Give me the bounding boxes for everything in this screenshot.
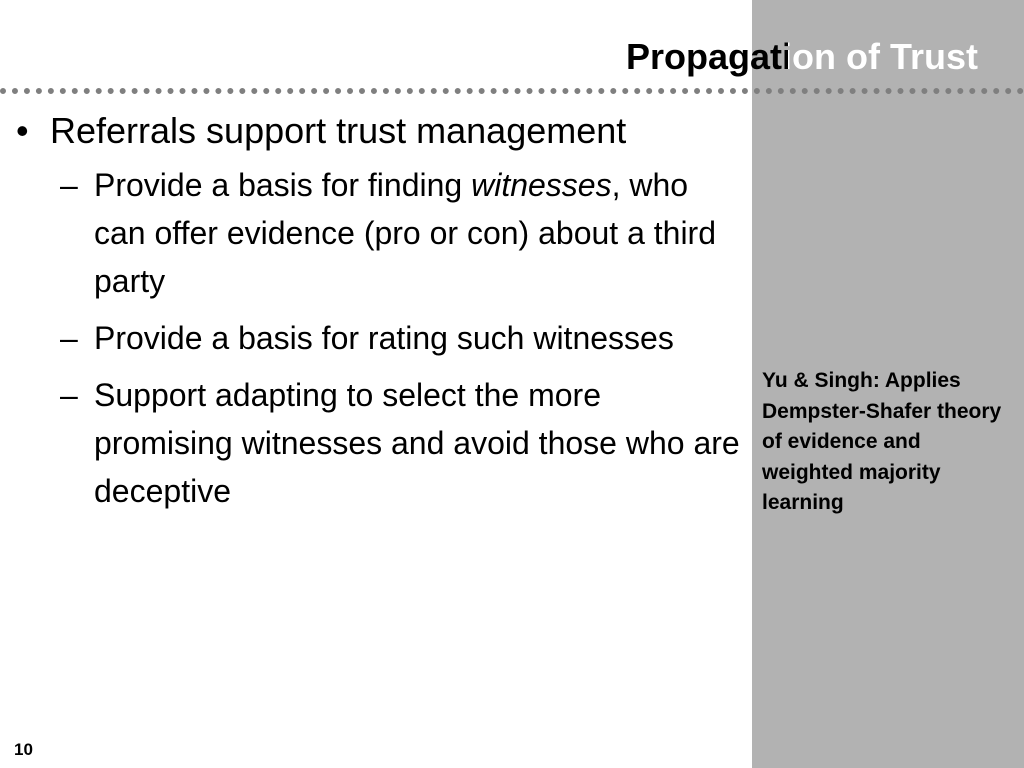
sub-bullet-item: [16, 161, 746, 305]
sub-bullet-text-continued: , who can offer evidence (pro or con) about a third party: [94, 167, 716, 299]
sub-bullet-text: Provide a basis for rating such witnesses: [94, 320, 674, 356]
sub-bullet-text: Provide a basis for finding: [94, 167, 472, 203]
dash-marker: –: [60, 377, 78, 413]
slide-title: Propagation of Trust: [625, 36, 978, 77]
sub-bullet-item: [16, 314, 746, 362]
sub-bullet-item: [16, 371, 746, 515]
sub-bullet-text: Support adapting to select the more promising witnesses and avoid those who are deceptive: [94, 377, 740, 509]
side-note: Yu & Singh: Applies Dempster-Shafer theory of evidence and weighted majority learning: [762, 369, 1002, 514]
bullet-item: [16, 104, 746, 157]
bullet-marker: •: [16, 110, 29, 151]
dash-marker: –: [60, 167, 78, 203]
sub-bullet-emphasis: witnesses: [471, 167, 612, 203]
bullet-text: Referrals support trust management: [50, 110, 627, 151]
page-number: 10: [14, 740, 33, 759]
sub-bullet-list: [16, 161, 746, 515]
slide-body: [16, 104, 746, 524]
title-divider: [0, 88, 1024, 94]
dash-marker: –: [60, 320, 78, 356]
